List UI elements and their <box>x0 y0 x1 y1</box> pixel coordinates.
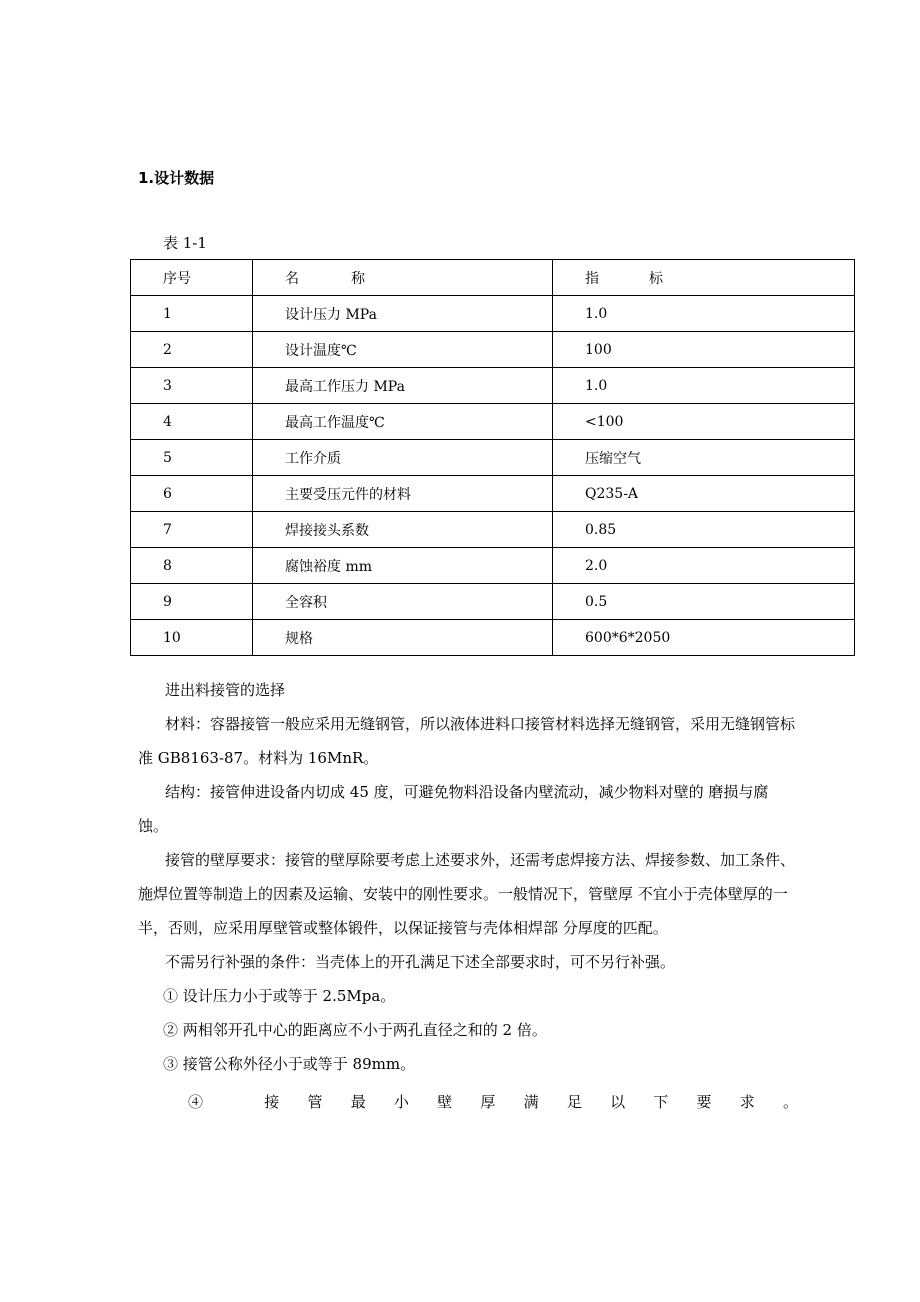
design-data-table-body <box>131 260 855 656</box>
paragraph-material: 材料：容器接管一般应采用无缝钢管，所以液体进料口接管材料选择无缝钢管，采用无缝钢管标准 GB8163-87。材料为 16MnR。 <box>138 715 796 767</box>
table-row <box>131 368 855 404</box>
table-cell-value: 2.0 <box>553 548 855 584</box>
paragraph-structure: 结构：接管伸进设备内切成 45 度，可避免物料沿设备内壁流动，减少物料对壁的 磨损与腐蚀。 <box>138 783 769 835</box>
paragraph-wall-thickness: 接管的壁厚要求：接管的壁厚除要考虑上述要求外，还需考虑焊接方法、焊接参数、加工条件、施焊位置等制造上的因素及运输、安装中的刚性要求。一般情况下，管壁厚 不宜小于壳体壁厚的一半，否则，应采用厚壁管或整体锻件，以保证接管与壳体相焊部 分厚度的匹配。 <box>138 851 796 937</box>
table-cell-name: 焊接接头系数 <box>253 512 553 548</box>
table-cell-value: 0.5 <box>553 584 855 620</box>
table-cell-index: 2 <box>131 332 253 368</box>
table-cell-name: 主要受压元件的材料 <box>253 476 553 512</box>
header-cell-indicator <box>553 260 855 296</box>
table-header-row <box>131 260 855 296</box>
table-row <box>131 296 855 332</box>
table-cell-name: 设计压力 MPa <box>253 296 553 332</box>
table-row <box>131 440 855 476</box>
table-row <box>131 404 855 440</box>
table-row <box>131 476 855 512</box>
paragraph-nozzle-selection: 进出料接管的选择 <box>165 681 286 699</box>
table-cell-index: 5 <box>131 440 253 476</box>
section-heading: 1.设计数据 <box>138 169 215 187</box>
table-cell-index: 10 <box>131 620 253 656</box>
table-cell-name: 最高工作温度℃ <box>253 404 553 440</box>
list-item: ② 两相邻开孔中心的距离应不小于两孔直径之和的 2 倍。 <box>163 1021 547 1039</box>
table-caption: 表 1-1 <box>163 234 207 252</box>
table-cell-name: 腐蚀裕度 mm <box>253 548 553 584</box>
table-cell-value: 100 <box>553 332 855 368</box>
header-cell-name <box>253 260 553 296</box>
table-cell-value: 压缩空气 <box>553 440 855 476</box>
list-item: ③ 接管公称外径小于或等于 89mm。 <box>163 1055 416 1073</box>
table-row <box>131 620 855 656</box>
table-cell-index: 9 <box>131 584 253 620</box>
header-indicator-text: 指标 <box>585 270 713 287</box>
table-cell-value: 600*6*2050 <box>553 620 855 656</box>
table-cell-name: 全容积 <box>253 584 553 620</box>
table-cell-index: 4 <box>131 404 253 440</box>
table-cell-name: 最高工作压力 MPa <box>253 368 553 404</box>
table-cell-value: <100 <box>553 404 855 440</box>
header-cell-index: 序号 <box>131 260 253 296</box>
table-cell-index: 1 <box>131 296 253 332</box>
table-row <box>131 548 855 584</box>
body-text <box>138 673 798 1119</box>
table-cell-index: 7 <box>131 512 253 548</box>
table-cell-index: 8 <box>131 548 253 584</box>
paragraph-reinforcement: 不需另行补强的条件：当壳体上的开孔满足下述全部要求时，可不另行补强。 <box>165 953 676 971</box>
table-row <box>131 332 855 368</box>
list-item: ④ 接管最小壁厚满足以下要求。 <box>188 1093 798 1111</box>
table-cell-index: 6 <box>131 476 253 512</box>
table-cell-name: 规格 <box>253 620 553 656</box>
table-row <box>131 584 855 620</box>
table-cell-index: 3 <box>131 368 253 404</box>
header-name-text: 名称 <box>285 270 417 287</box>
table-row <box>131 512 855 548</box>
table-cell-value: 1.0 <box>553 296 855 332</box>
list-item: ① 设计压力小于或等于 2.5Mpa。 <box>163 987 396 1005</box>
design-data-table <box>130 259 855 656</box>
table-cell-value: Q235-A <box>553 476 855 512</box>
table-cell-value: 0.85 <box>553 512 855 548</box>
table-cell-name: 工作介质 <box>253 440 553 476</box>
table-cell-name: 设计温度℃ <box>253 332 553 368</box>
table-cell-value: 1.0 <box>553 368 855 404</box>
